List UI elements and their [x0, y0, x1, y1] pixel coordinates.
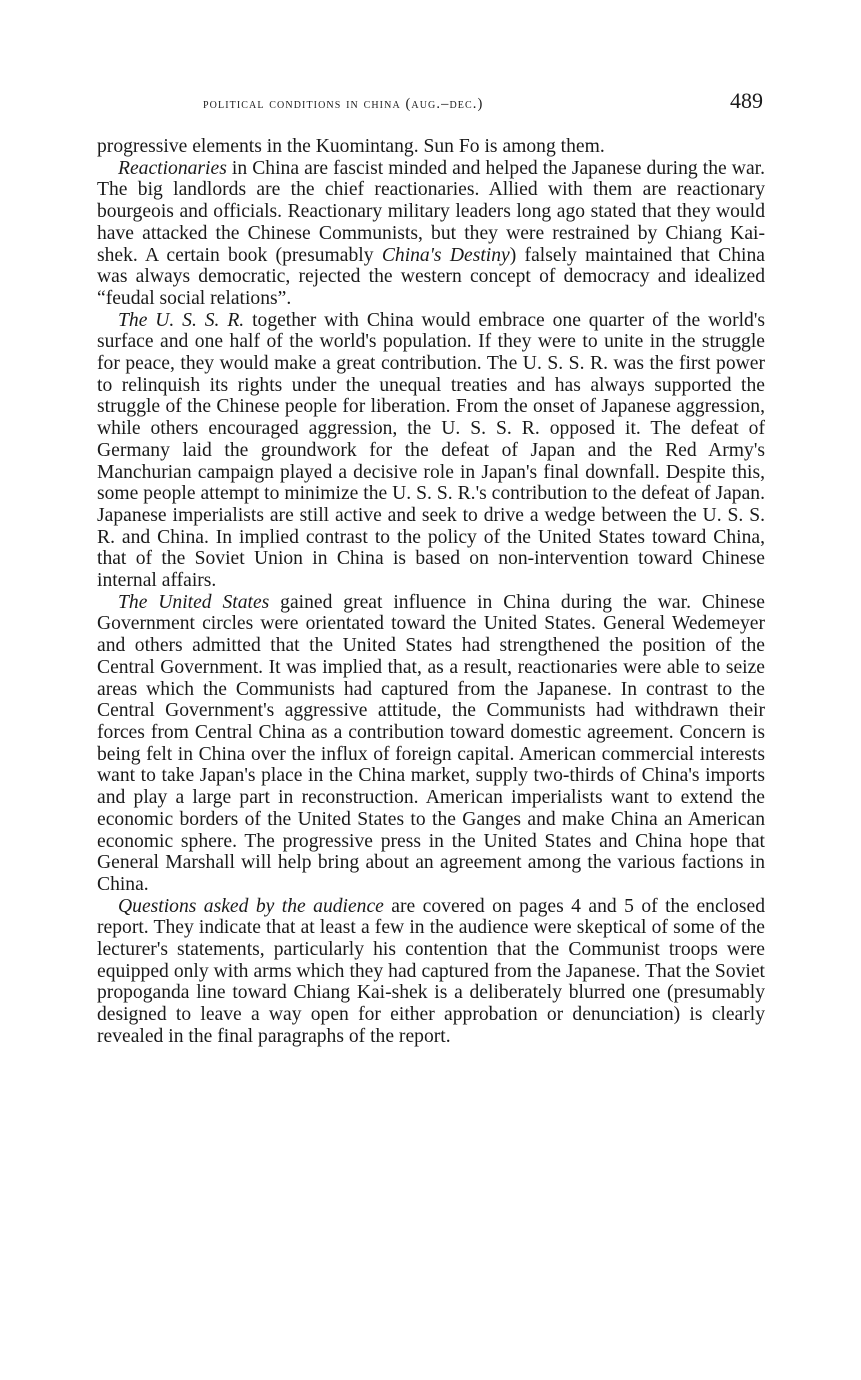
paragraph-text-tail: ) falsely maintained that China was always democratic, rejected the western concept of democracy and idealized “feudal social relations”. [97, 244, 765, 309]
running-title: political conditions in china (aug.–dec.) [203, 96, 484, 112]
paragraph-text: gained great influence in China during the war. Chinese Government circles were orientated toward the United States. General Wedemeyer and others admitted that the United States had strengthened the position of the Central Government. It was implied that, as a result, reactionaries were able to seize areas which the Communists had captured from the Japanese. In contrast to the Central Government's aggressive attitude, the Communists had withdrawn their forces from Central China as a contribution toward domestic agreement. Concern is being felt in China over the influx of foreign capital. American commercial interests want to take Japan's place in the China market, supply two-thirds of China's imports and play a large part in reconstruction. American imperialists want to extend the economic borders of the United States to the Ganges and make China an American economic sphere. The progressive press in the United States and China hope that General Marshall will help bring about an agreement among the various factions in China. [97, 591, 765, 895]
book-title: China's Destiny [381, 244, 510, 266]
paragraph-ussr [97, 310, 765, 592]
paragraph-lead: The United States [118, 591, 270, 613]
paragraph-lead: Reactionaries [118, 157, 227, 179]
paragraph-text: together with China would embrace one quarter of the world's surface and one half of the world's population. If they were to unite in the struggle for peace, they would make a great contribution. The U. S. S. R. was the first power to relinquish its rights under the unequal treaties and has always supported the struggle of the Chinese people for liberation. From the onset of Japanese aggression, while others encouraged aggression, the U. S. S. R. opposed it. The defeat of Germany laid the groundwork for the defeat of Japan and the Red Army's Manchurian campaign played a decisive role in Japan's final downfall. Despite this, some people attempt to minimize the U. S. S. R.'s contribution to the defeat of Japan. Japanese imperialists are still active and seek to drive a wedge between the U. S. S. R. and China. In implied contrast to the policy of the United States toward China, that of the Soviet Union in China is based on non-intervention toward Chinese internal affairs. [97, 309, 765, 592]
page-number: 489 [730, 88, 763, 113]
paragraph-lead: The U. S. S. R. [118, 309, 245, 331]
paragraph-united-states [97, 592, 765, 896]
paragraph-continuation [97, 136, 765, 158]
paragraph-reactionaries [97, 158, 765, 310]
running-head [97, 88, 765, 122]
paragraph-text: are covered on pages 4 and 5 of the enclosed report. They indicate that at least a few in the audience were skeptical of some of the lecturer's statements, particularly his contention that the Communist troops were equipped only with arms which they had captured from the Japanese. That the Soviet propoganda line toward Chiang Kai-shek is a deliberately blurred one (presumably designed to leave a way open for either approbation or denunciation) is clearly revealed in the final paragraphs of the report. [97, 895, 766, 1047]
paragraph-text: in China are fascist minded and helped the Japanese during the war. The big landlords are the chief reactionaries. Allied with them are reactionary bourgeois and officials. Reactionary military leaders long ago stated that they would have attacked the Chinese Communists, but they were restrained by Chiang Kai-shek. A certain book (presumably [97, 157, 765, 266]
paragraph-lead: Questions asked by the audience [118, 895, 384, 917]
paragraph-text: progressive elements in the Kuomintang. Sun Fo is among them. [97, 136, 605, 157]
paragraph-questions [97, 896, 765, 1048]
body-text [97, 136, 765, 1048]
document-page [97, 88, 765, 1048]
